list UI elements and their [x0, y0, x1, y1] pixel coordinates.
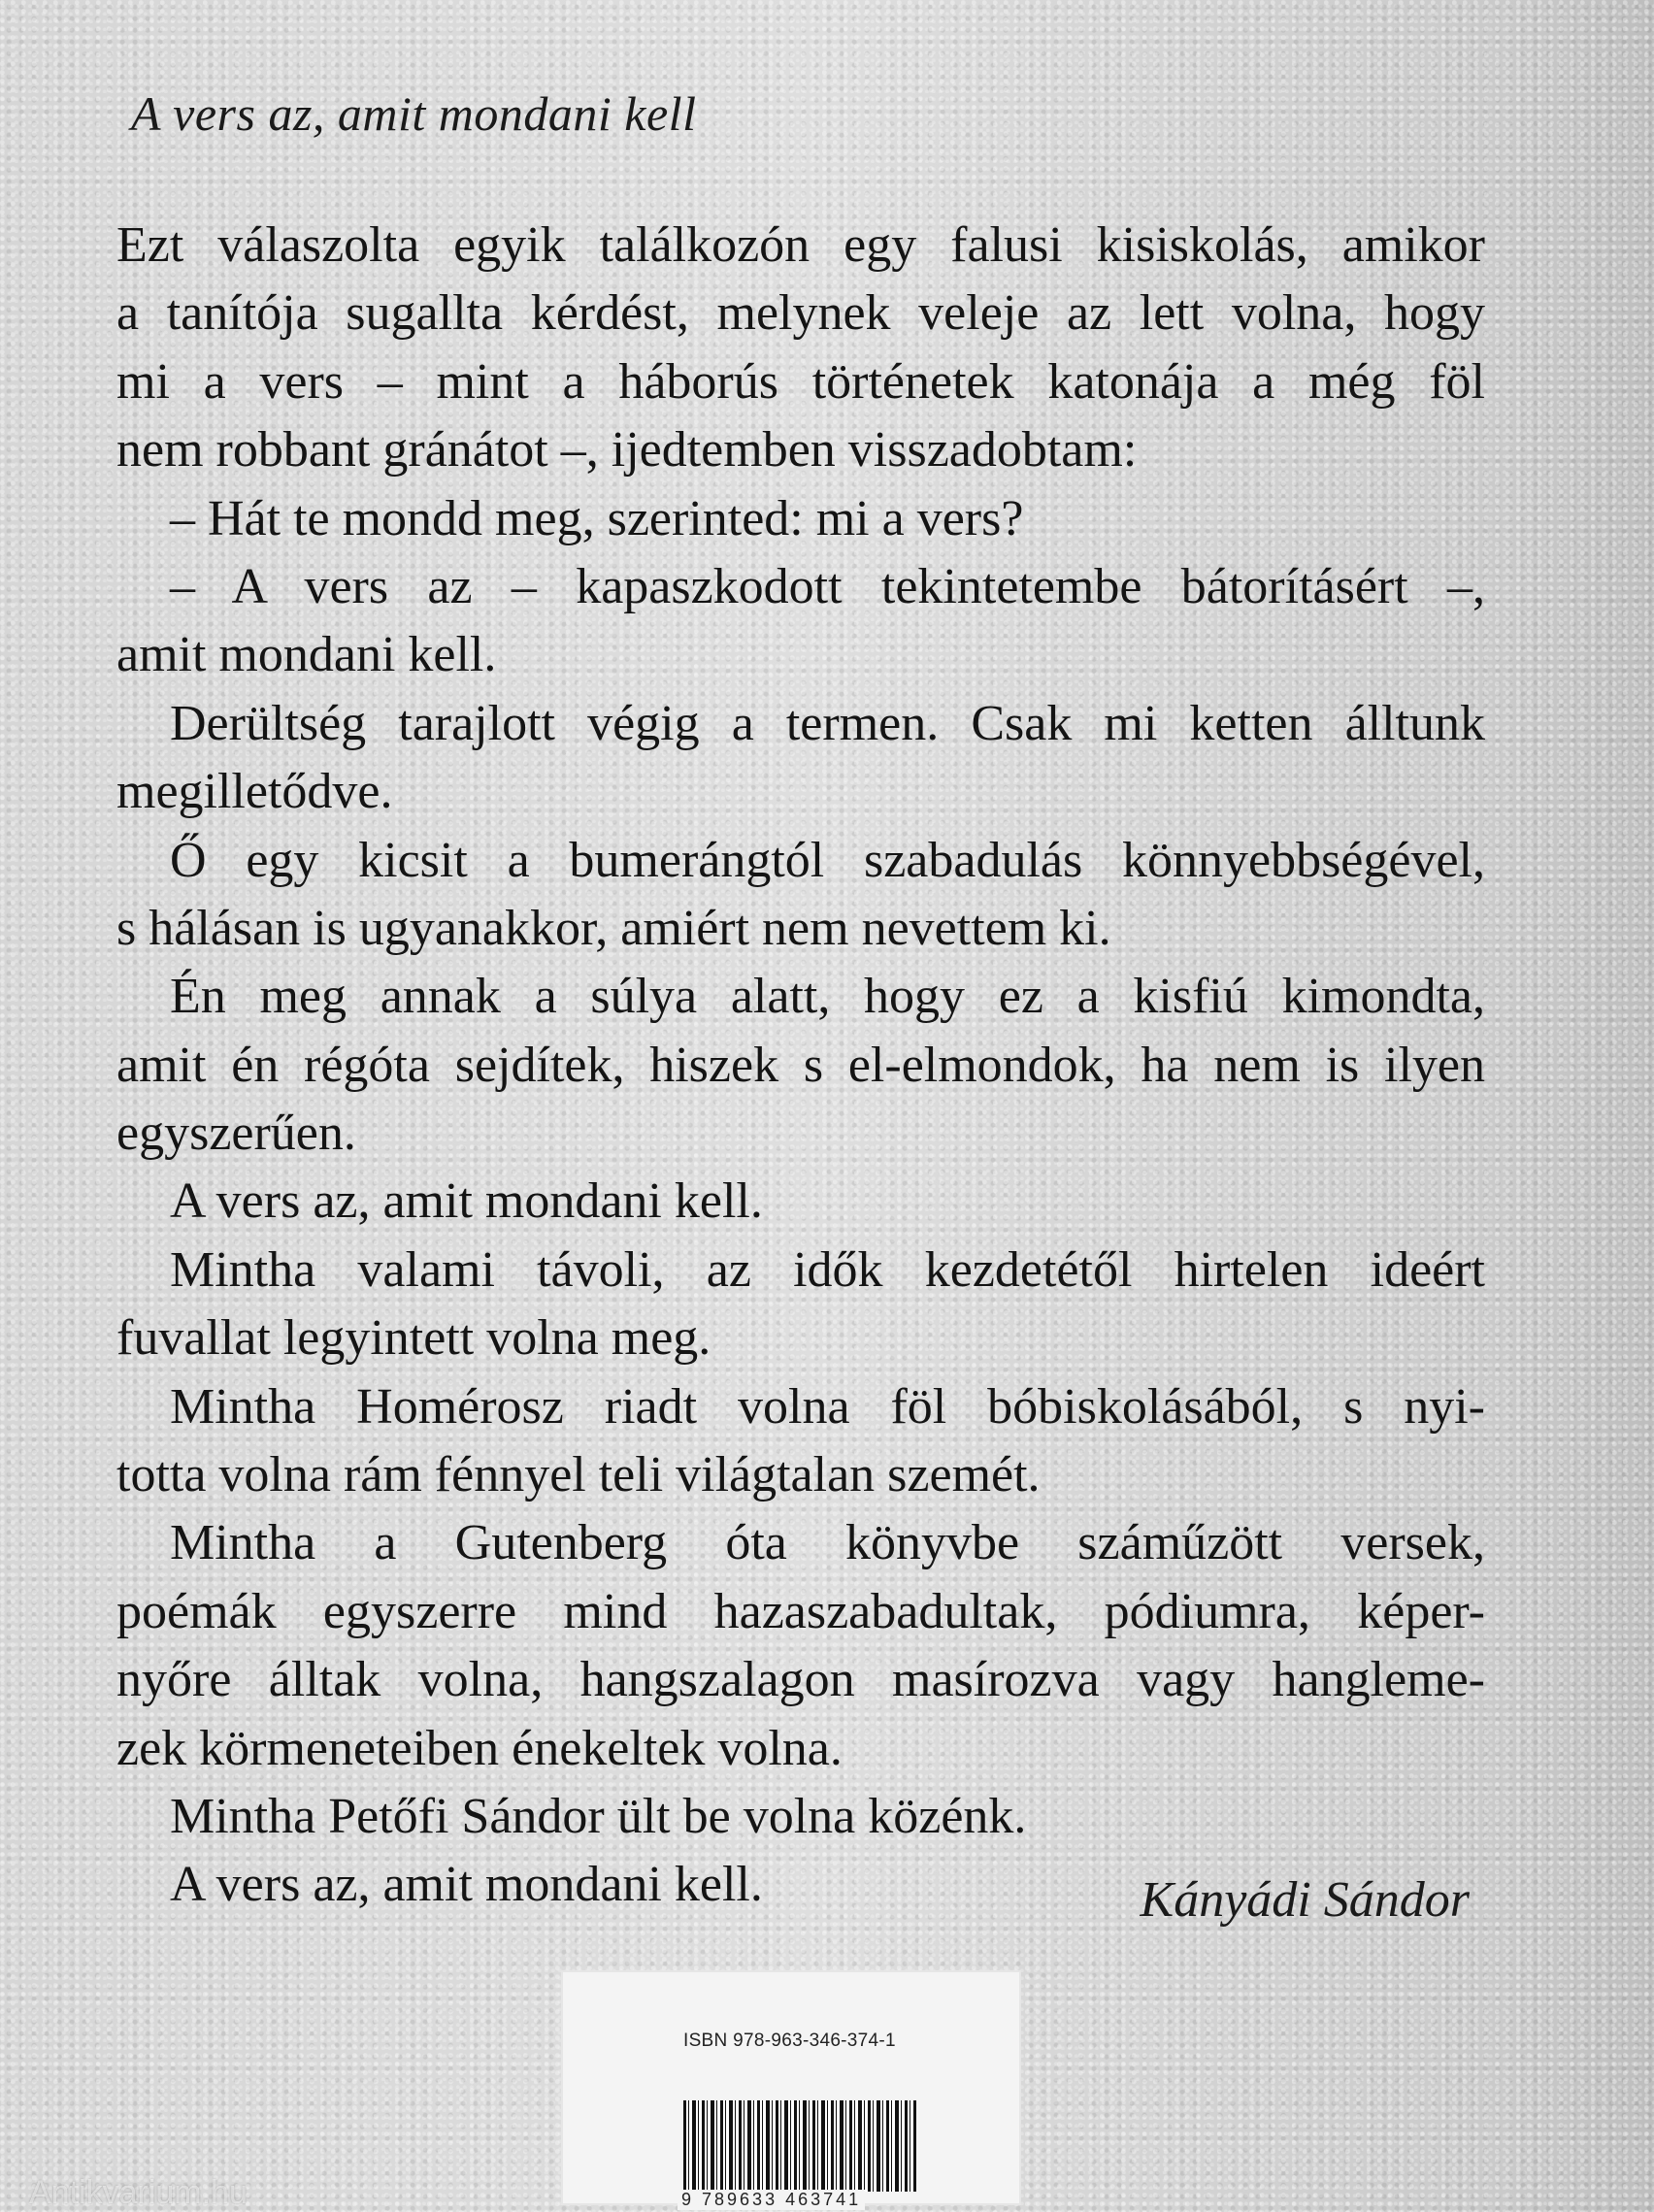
text-line: Ő egy kicsit a bumerángtól szabadulás könnyebbségével,	[170, 832, 1485, 888]
isbn-label: ISBN 978-963-346-374-1	[683, 2030, 896, 2051]
text-line: Én meg annak a súlya alatt, hogy ez a kisfiú kimondta,	[170, 969, 1485, 1025]
text-line: s hálásan is ugyanakkor, amiért nem nevettem ki.	[116, 900, 1111, 956]
text-line: A vers az, amit mondani kell.	[170, 1173, 763, 1230]
body-text	[116, 212, 1485, 1920]
text-line: A vers az, amit mondani kell.	[170, 1857, 763, 1913]
heading: A vers az, amit mondani kell	[131, 86, 697, 141]
watermark: Antikvarium.hu	[29, 2174, 248, 2211]
text-line: nem robbant gránátot –, ijedtemben visszadobtam:	[116, 422, 1138, 479]
text-line: fuvallat legyintett volna meg.	[116, 1310, 711, 1367]
barcode-panel	[561, 1970, 1021, 2209]
text-line: amit mondani kell.	[116, 627, 497, 683]
text-line: – Hát te mondd meg, szerinted: mi a vers?	[170, 490, 1024, 546]
text-line: Mintha a Gutenberg óta könyvbe száműzött versek,	[170, 1515, 1485, 1571]
author-signature: Kányádi Sándor	[1140, 1872, 1470, 1928]
text-line: megilletődve.	[116, 764, 393, 820]
text-line: – A vers az – kapaszkodott tekintetembe bátorításért –,	[170, 558, 1485, 614]
text-line: Ezt válaszolta egyik találkozón egy falusi kisiskolás, amikor	[116, 217, 1485, 273]
text-line: Mintha Petőfi Sándor ült be volna közénk.	[170, 1788, 1027, 1844]
text-line: Derültség tarajlott végig a termen. Csak mi ketten álltunk	[170, 695, 1485, 751]
text-line: a tanítója sugallta kérdést, melynek veleje az lett volna, hogy	[116, 285, 1485, 342]
barcode-icon	[683, 2100, 916, 2192]
text-line: nyőre álltak volna, hangszalagon masírozva vagy hangleme-	[116, 1652, 1485, 1708]
text-line: totta volna rám fénnyel teli világtalan szemét.	[116, 1447, 1041, 1503]
text-line: zek körmeneteiben énekeltek volna.	[116, 1720, 843, 1776]
text-line: Mintha valami távoli, az idők kezdetétől hirtelen ideért	[170, 1241, 1485, 1298]
text-line: poémák egyszerre mind hazaszabadultak, pódiumra, képer-	[116, 1583, 1485, 1639]
text-line: amit én régóta sejdítek, hiszek s el-elmondok, ha nem is ilyen	[116, 1037, 1485, 1093]
text-line: mi a vers – mint a háborús történetek katonája a még föl	[116, 353, 1485, 410]
text-line: Mintha Homérosz riadt volna föl bóbiskolásából, s nyi-	[170, 1378, 1485, 1435]
barcode-digits: 9 789633 463741	[678, 2190, 865, 2210]
text-line: egyszerűen.	[116, 1106, 356, 1162]
